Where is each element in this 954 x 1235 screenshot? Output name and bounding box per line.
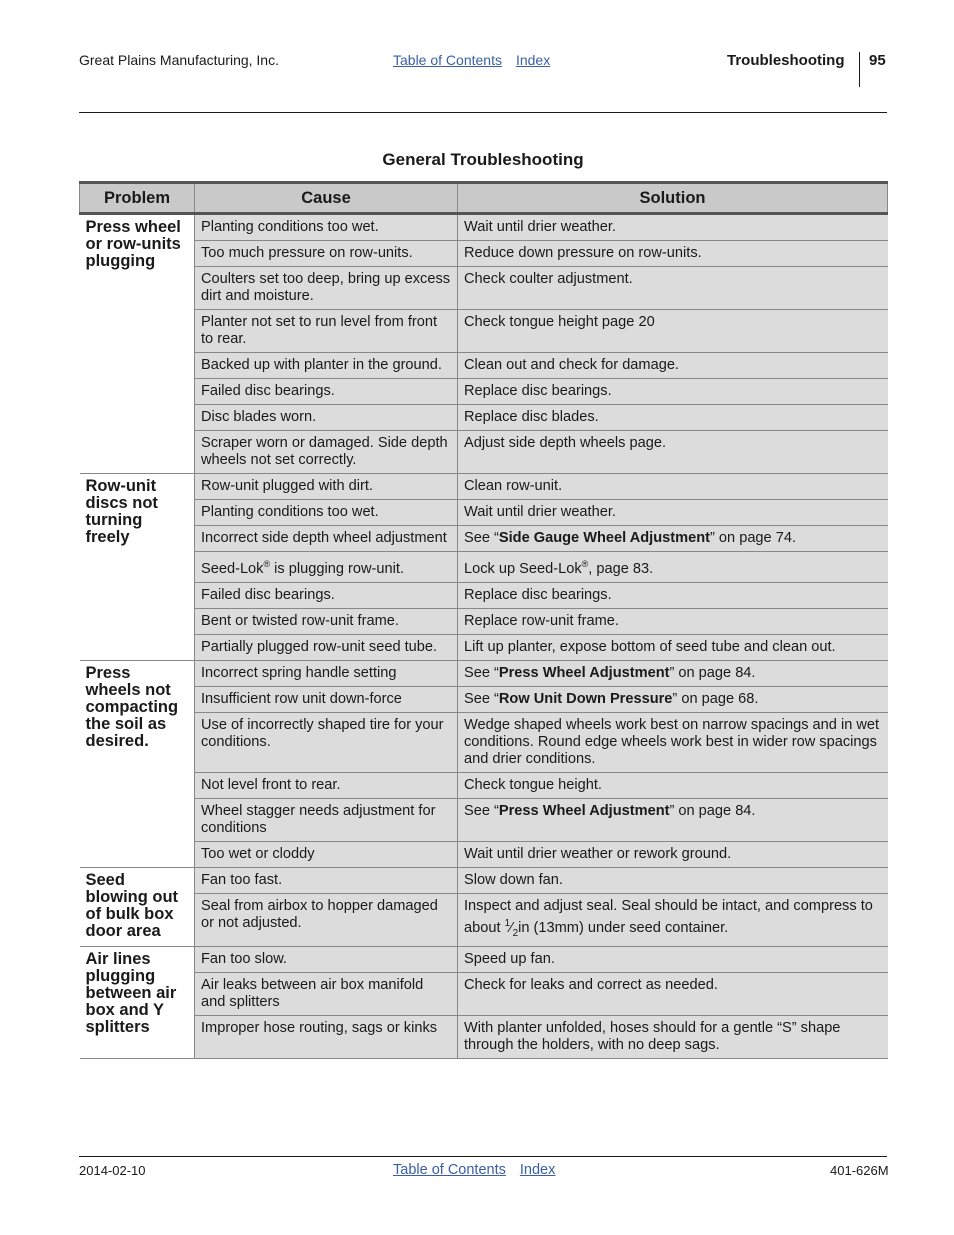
solution-text: , page 83.: [588, 560, 654, 577]
table-row: [80, 526, 888, 552]
solution-cell: Adjust side depth wheels page.: [458, 431, 888, 474]
table-row: [80, 1015, 888, 1058]
fraction-denominator: 2: [512, 927, 519, 939]
header-links: [393, 52, 564, 68]
page-number: 95: [869, 52, 886, 69]
column-header-cause: Cause: [195, 183, 458, 214]
table-row: [80, 405, 888, 431]
cause-cell: Coulters set too deep, bring up excess dirt and moisture.: [195, 267, 458, 310]
cause-text: is plugging row-unit.: [270, 560, 404, 577]
table-row: [80, 712, 888, 772]
cause-cell: Seal from airbox to hopper damaged or not adjusted.: [195, 893, 458, 946]
solution-text: See “: [464, 530, 499, 546]
solution-cell: Replace disc bearings.: [458, 582, 888, 608]
fraction-slash: ⁄: [510, 919, 513, 936]
solution-cell: Wedge shaped wheels work best on narrow spacings and in wet conditions. Round edge wheels work best in wider row spacings and drier conditions.: [458, 712, 888, 772]
cause-text: Seed-Lok: [201, 560, 264, 577]
fraction-numerator: 1: [504, 917, 511, 929]
solution-reference: Press Wheel Adjustment: [498, 802, 670, 819]
table-row: [80, 552, 888, 583]
cause-cell: Scraper worn or damaged. Side depth wheels not set correctly.: [195, 431, 458, 474]
table-row: [80, 893, 888, 946]
solution-cell: Slow down fan.: [458, 867, 888, 893]
cause-cell: Use of incorrectly shaped tire for your conditions.: [195, 712, 458, 772]
solution-cell: With planter unfolded, hoses should for a gentle “S” shape through the holders, with no deep sags.: [458, 1015, 888, 1058]
solution-cell: Reduce down pressure on row-units.: [458, 241, 888, 267]
cause-cell: Bent or twisted row-unit frame.: [195, 608, 458, 634]
table-row: [80, 608, 888, 634]
footer-links: [393, 1162, 569, 1178]
cause-cell: Fan too slow.: [195, 946, 458, 972]
solution-text: Inspect and adjust seal. Seal should be intact, and compress to about: [464, 897, 873, 936]
solution-text: Lock up Seed-Lok: [464, 560, 582, 577]
troubleshooting-table: [79, 181, 888, 1059]
solution-cell: Check tongue height page 20: [458, 310, 888, 353]
solution-cell: [458, 686, 888, 712]
cause-cell: Improper hose routing, sags or kinks: [195, 1015, 458, 1058]
table-row: [80, 798, 888, 841]
cause-cell: Air leaks between air box manifold and splitters: [195, 972, 458, 1015]
problem-cell: Seed blowing out of bulk box door area: [80, 867, 195, 946]
registered-mark: ®: [581, 559, 589, 569]
solution-cell: [458, 798, 888, 841]
problem-cell: Press wheels not compacting the soil as desired.: [80, 660, 195, 867]
cause-cell: Fan too fast.: [195, 867, 458, 893]
solution-reference: Row Unit Down Pressure: [498, 690, 673, 707]
solution-cell: Wait until drier weather or rework ground.: [458, 841, 888, 867]
solution-cell: Lift up planter, expose bottom of seed tube and clean out.: [458, 634, 888, 660]
solution-text: See “: [464, 664, 499, 681]
cause-cell: Wheel stagger needs adjustment for conditions: [195, 798, 458, 841]
solution-cell: Clean row-unit.: [458, 474, 888, 500]
header-divider: [859, 52, 860, 87]
solution-cell: Clean out and check for damage.: [458, 353, 888, 379]
table-row: [80, 431, 888, 474]
solution-text: ” on page 68.: [672, 690, 759, 707]
solution-cell: Replace disc bearings.: [458, 379, 888, 405]
footer-index-link[interactable]: Index: [519, 1162, 556, 1178]
cause-cell: Insufficient row unit down-force: [195, 686, 458, 712]
cause-cell: Planting conditions too wet.: [195, 500, 458, 526]
solution-cell: Wait until drier weather.: [458, 500, 888, 526]
cause-cell: Backed up with planter in the ground.: [195, 353, 458, 379]
table-row: [80, 267, 888, 310]
table-body: [80, 214, 888, 1059]
solution-cell: [458, 526, 888, 552]
solution-reference: Side Gauge Wheel Adjustment: [498, 530, 710, 546]
table-row: [80, 772, 888, 798]
solution-cell: Check coulter adjustment.: [458, 267, 888, 310]
solution-text: in (13mm) under seed container.: [518, 919, 729, 936]
footer-toc-link[interactable]: Table of Contents: [393, 1162, 506, 1178]
cause-cell: Too wet or cloddy: [195, 841, 458, 867]
toc-link[interactable]: Table of Contents: [393, 52, 502, 68]
table-row: [80, 214, 888, 241]
footer-rule: [79, 1156, 887, 1157]
cause-cell: Failed disc bearings.: [195, 379, 458, 405]
table-row: [80, 582, 888, 608]
footer-date: 2014-02-10: [79, 1163, 146, 1178]
solution-text: See “: [464, 690, 499, 707]
cause-cell: Incorrect side depth wheel adjustment: [195, 526, 458, 552]
solution-text: ” on page 84.: [669, 664, 756, 681]
cause-cell: Planter not set to run level from front to rear.: [195, 310, 458, 353]
table-row: [80, 500, 888, 526]
cause-cell: Row-unit plugged with dirt.: [195, 474, 458, 500]
fraction: [504, 917, 519, 939]
table-row: [80, 686, 888, 712]
table-row: [80, 310, 888, 353]
solution-cell: Replace disc blades.: [458, 405, 888, 431]
solution-cell: [458, 660, 888, 686]
table-row: [80, 660, 888, 686]
registered-mark: ®: [263, 559, 271, 569]
table-row: [80, 972, 888, 1015]
footer-doc-number: 401-626M: [830, 1163, 889, 1178]
cause-cell: Disc blades worn.: [195, 405, 458, 431]
table-row: [80, 379, 888, 405]
solution-text: See “: [464, 802, 499, 819]
cause-cell: Partially plugged row-unit seed tube.: [195, 634, 458, 660]
solution-cell: Check tongue height.: [458, 772, 888, 798]
cause-cell: Failed disc bearings.: [195, 582, 458, 608]
problem-cell: Row-unit discs not turning freely: [80, 474, 195, 661]
table-header-row: [80, 183, 888, 214]
table-row: [80, 353, 888, 379]
solution-cell: Check for leaks and correct as needed.: [458, 972, 888, 1015]
solution-cell: Speed up fan.: [458, 946, 888, 972]
solution-cell: Replace row-unit frame.: [458, 608, 888, 634]
cause-cell: Not level front to rear.: [195, 772, 458, 798]
problem-cell: Press wheel or row-units plugging: [80, 214, 195, 474]
solution-cell: [458, 552, 888, 583]
company-name: Great Plains Manufacturing, Inc.: [79, 52, 279, 68]
section-title: Troubleshooting: [727, 52, 845, 69]
cause-cell: Incorrect spring handle setting: [195, 660, 458, 686]
table-row: [80, 241, 888, 267]
table-row: [80, 946, 888, 972]
header-rule: [79, 112, 887, 113]
cause-cell: [195, 552, 458, 583]
solution-cell: [458, 893, 888, 946]
solution-reference: Press Wheel Adjustment: [498, 664, 670, 681]
solution-cell: Wait until drier weather.: [458, 214, 888, 241]
page-title: General Troubleshooting: [382, 150, 584, 169]
problem-cell: Air lines plugging between air box and Y splitters: [80, 946, 195, 1058]
table-row: [80, 841, 888, 867]
table-row: [80, 634, 888, 660]
cause-cell: Too much pressure on row-units.: [195, 241, 458, 267]
cause-cell: Planting conditions too wet.: [195, 214, 458, 241]
column-header-solution: Solution: [458, 183, 888, 214]
table-row: [80, 867, 888, 893]
index-link[interactable]: Index: [515, 52, 551, 68]
column-header-problem: Problem: [80, 183, 195, 214]
solution-text: ” on page 84.: [669, 802, 756, 819]
solution-text: ” on page 74.: [710, 530, 797, 546]
table-row: [80, 474, 888, 500]
